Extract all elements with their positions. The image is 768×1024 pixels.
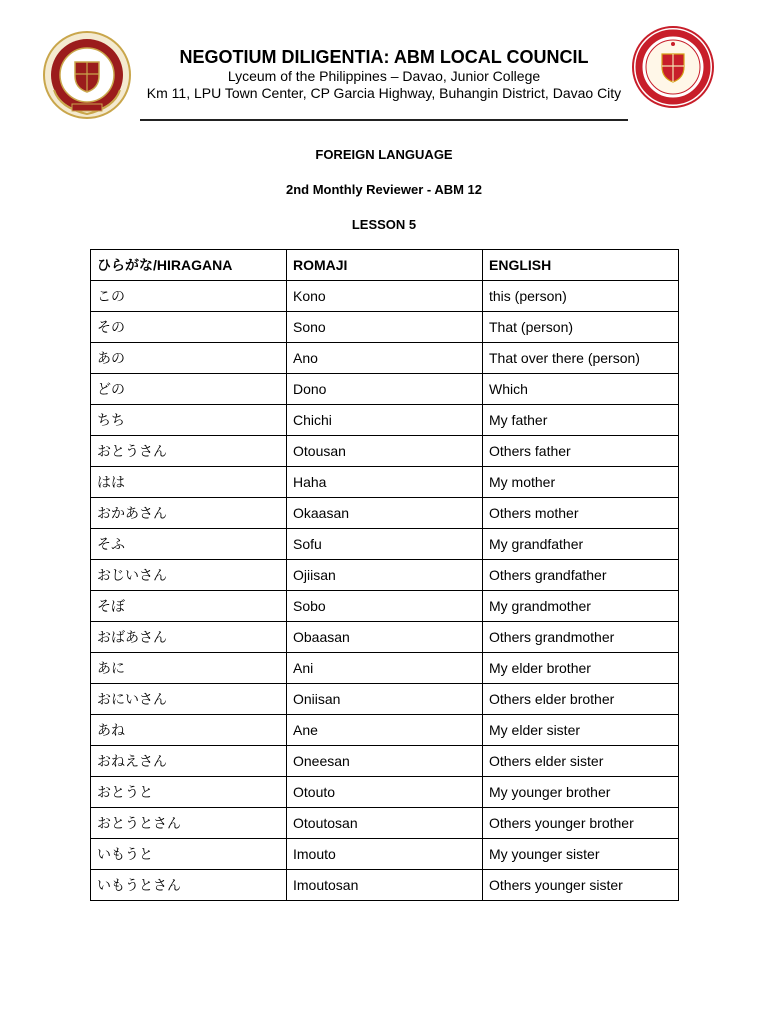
- english-cell: That over there (person): [483, 343, 679, 374]
- english-cell: My elder sister: [483, 715, 679, 746]
- table-row: [91, 498, 679, 529]
- table-row: [91, 343, 679, 374]
- hiragana-cell: はは: [91, 467, 287, 498]
- romaji-cell: Oneesan: [287, 746, 483, 777]
- romaji-cell: Ane: [287, 715, 483, 746]
- reviewer-title: 2nd Monthly Reviewer - ABM 12: [286, 182, 482, 197]
- table-row: [91, 622, 679, 653]
- hiragana-cell: どの: [91, 374, 287, 405]
- hiragana-cell: おにいさん: [91, 684, 287, 715]
- hiragana-cell: おばあさん: [91, 622, 287, 653]
- table-row: [91, 870, 679, 901]
- table-row: [91, 374, 679, 405]
- hiragana-cell: おじいさん: [91, 560, 287, 591]
- hiragana-cell: この: [91, 281, 287, 312]
- school-name: Lyceum of the Philippines – Davao, Junior College: [227, 68, 541, 84]
- table-row: [91, 312, 679, 343]
- english-cell: Others mother: [483, 498, 679, 529]
- romaji-cell: Oniisan: [287, 684, 483, 715]
- school-seal-icon: [42, 30, 132, 120]
- hiragana-cell: ちち: [91, 405, 287, 436]
- romaji-cell: Kono: [287, 281, 483, 312]
- romaji-cell: Otouto: [287, 777, 483, 808]
- english-cell: That (person): [483, 312, 679, 343]
- hiragana-cell: そぼ: [91, 591, 287, 622]
- header-divider: [140, 119, 628, 121]
- table-row: [91, 281, 679, 312]
- table-row: [91, 467, 679, 498]
- english-cell: My grandfather: [483, 529, 679, 560]
- hiragana-cell: あね: [91, 715, 287, 746]
- table-row: [91, 529, 679, 560]
- romaji-cell: Sobo: [287, 591, 483, 622]
- table-row: [91, 591, 679, 622]
- hiragana-cell: おとうさん: [91, 436, 287, 467]
- english-cell: Others grandfather: [483, 560, 679, 591]
- romaji-cell: Ani: [287, 653, 483, 684]
- english-cell: this (person): [483, 281, 679, 312]
- header-romaji: ROMAJI: [287, 250, 483, 281]
- romaji-cell: Otoutosan: [287, 808, 483, 839]
- english-cell: Which: [483, 374, 679, 405]
- hiragana-cell: いもうと: [91, 839, 287, 870]
- lesson-title: LESSON 5: [351, 217, 417, 232]
- romaji-cell: Otousan: [287, 436, 483, 467]
- english-cell: My elder brother: [483, 653, 679, 684]
- hiragana-cell: いもうとさん: [91, 870, 287, 901]
- english-cell: My grandmother: [483, 591, 679, 622]
- hiragana-cell: おねえさん: [91, 746, 287, 777]
- romaji-cell: Sofu: [287, 529, 483, 560]
- romaji-cell: Chichi: [287, 405, 483, 436]
- table-row: [91, 684, 679, 715]
- header-english: ENGLISH: [483, 250, 679, 281]
- hiragana-cell: おとうと: [91, 777, 287, 808]
- romaji-cell: Obaasan: [287, 622, 483, 653]
- table-row: [91, 777, 679, 808]
- romaji-cell: Sono: [287, 312, 483, 343]
- council-seal-icon: [632, 26, 714, 108]
- romaji-cell: Ojiisan: [287, 560, 483, 591]
- letterhead: [140, 46, 628, 102]
- english-cell: My younger brother: [483, 777, 679, 808]
- table-row: [91, 405, 679, 436]
- english-cell: Others father: [483, 436, 679, 467]
- hiragana-cell: あに: [91, 653, 287, 684]
- vocabulary-table: [90, 249, 679, 901]
- hiragana-cell: そふ: [91, 529, 287, 560]
- english-cell: Others elder brother: [483, 684, 679, 715]
- table-row: [91, 436, 679, 467]
- table-row: [91, 808, 679, 839]
- hiragana-cell: おとうとさん: [91, 808, 287, 839]
- table-row: [91, 653, 679, 684]
- romaji-cell: Imouto: [287, 839, 483, 870]
- romaji-cell: Okaasan: [287, 498, 483, 529]
- romaji-cell: Dono: [287, 374, 483, 405]
- romaji-cell: Ano: [287, 343, 483, 374]
- english-cell: My mother: [483, 467, 679, 498]
- english-cell: My father: [483, 405, 679, 436]
- table-row: [91, 746, 679, 777]
- org-name: NEGOTIUM DILIGENTIA: ABM LOCAL COUNCIL: [179, 47, 589, 67]
- english-cell: Others elder sister: [483, 746, 679, 777]
- table-row: [91, 560, 679, 591]
- english-cell: Others younger brother: [483, 808, 679, 839]
- english-cell: Others grandmother: [483, 622, 679, 653]
- table-row: [91, 839, 679, 870]
- english-cell: My younger sister: [483, 839, 679, 870]
- hiragana-cell: その: [91, 312, 287, 343]
- table-header-row: [91, 250, 679, 281]
- header-hiragana: ひらがな/HIRAGANA: [91, 250, 287, 281]
- hiragana-cell: おかあさん: [91, 498, 287, 529]
- school-address: Km 11, LPU Town Center, CP Garcia Highway, Buhangin District, Davao City: [146, 85, 622, 101]
- romaji-cell: Haha: [287, 467, 483, 498]
- subject-title: FOREIGN LANGUAGE: [315, 147, 453, 162]
- hiragana-cell: あの: [91, 343, 287, 374]
- english-cell: Others younger sister: [483, 870, 679, 901]
- table-row: [91, 715, 679, 746]
- romaji-cell: Imoutosan: [287, 870, 483, 901]
